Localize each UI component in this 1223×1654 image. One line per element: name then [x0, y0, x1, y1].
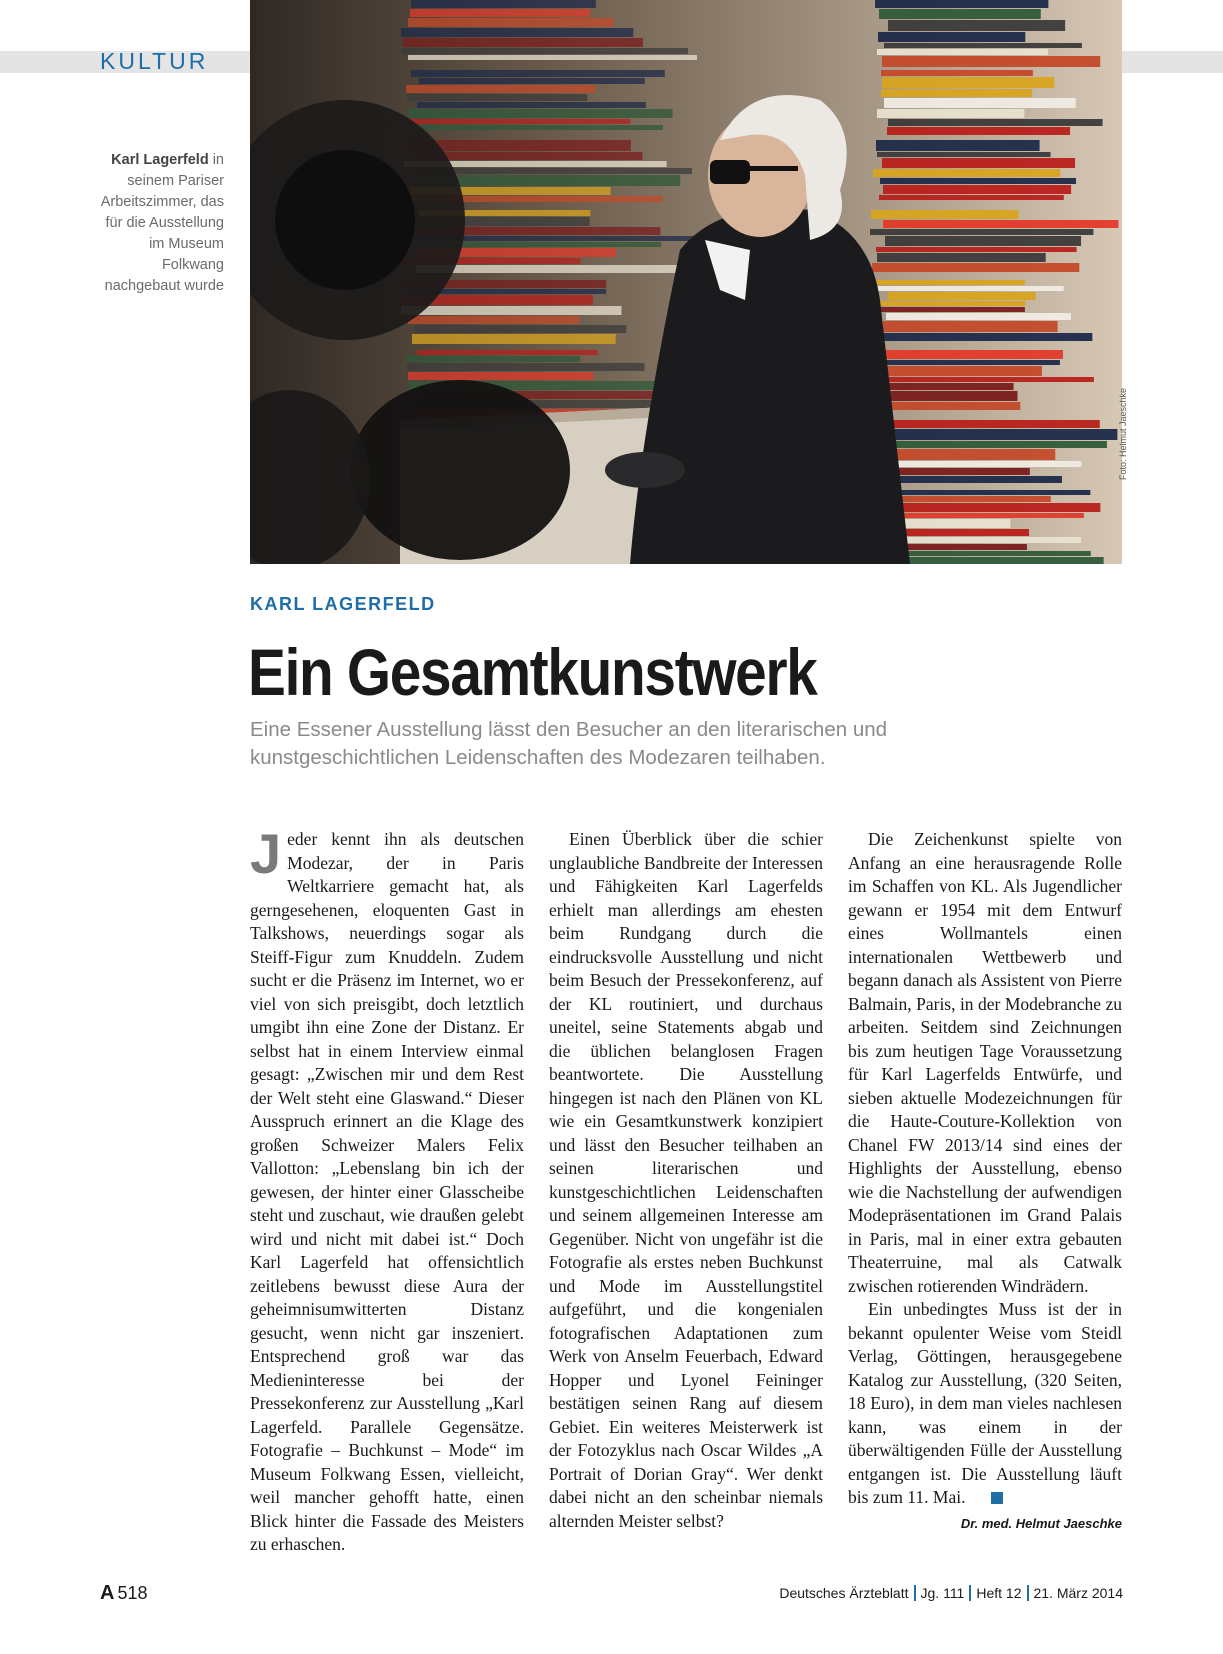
- section-bar-right: [1122, 51, 1223, 73]
- paragraph: Einen Überblick über die schier unglaubliche Bandbreite der Interessen und Fähigkeiten Karl Lagerfelds erhielt man allerdings am ehesten beim Rundgang durch die eindrucksvolle Ausstellung und nicht beim Besuch der Pressekonferenz, auf der KL routiniert, und durchaus uneitel, seine Statements abgab und die üblichen belanglosen Fragen beantwortete. Die Ausstellung hingegen ist nach den Plänen von KL wie ein Gesamtkunstwerk konzipiert und lässt den Besucher teilhaben an seinen literarischen und kunstgeschichtlichen Leidenschaften und seinem allgemeinen Interesse am Gegenüber. Nicht von ungefähr ist die Fotografie als erstes neben Buchkunst und Mode im Ausstellungstitel aufgeführt, und die kongenialen fotografischen Adaptationen zum Werk von Anselm Feuerbach, Edward Hopper und Lyonel Feininger bestätigen seinen Rang auf diesem Gebiet. Ein weiteres Meisterwerk ist der Fotozyklus nach Oscar Wildes „A Portrait of Dorian Gray“. Wer denkt dabei nicht an den scheinbar niemals alternden Meister selbst?: [549, 829, 823, 1531]
- book-spine: [888, 496, 1051, 502]
- book-spine: [871, 210, 1018, 219]
- book-spine: [883, 366, 1042, 376]
- article-column-1: [250, 822, 524, 1557]
- book-spine: [879, 195, 1064, 200]
- journal-issue: Heft 12: [976, 1585, 1022, 1601]
- book-spine: [872, 263, 1079, 272]
- journal-name: Deutsches Ärzteblatt: [779, 1585, 909, 1601]
- book-spine: [883, 321, 1058, 332]
- book-spine: [403, 38, 643, 47]
- book-spine: [884, 420, 1100, 428]
- book-spine: [881, 89, 1032, 97]
- book-spine: [877, 49, 1048, 55]
- book-spine: [406, 85, 596, 93]
- book-spine: [873, 169, 1060, 177]
- book-spine: [875, 383, 1014, 390]
- book-spine: [882, 56, 1100, 67]
- journal-volume: Jg. 111: [920, 1585, 965, 1601]
- book-spine: [881, 551, 1091, 556]
- article-photo: [250, 0, 1122, 564]
- paragraph: [848, 1298, 1122, 1510]
- book-spine: [408, 109, 673, 118]
- paragraph: Die Zeichenkunst spielte von Anfang an eine herausragende Rolle im Schaffen von KL. Als Jugendlicher gewann er 1954 mit dem Entwurf eines Wollmantels einen internationalen Wettbewerb und begann danach als Assistent von Pierre Balmain, Paris, in der Modebranche zu arbeiten. Seitdem sind Zeichnungen bis zum heutigen Tage Voraussetzung für Karl Lagerfelds Entwürfe, und sieben aktuelle Modezeichnungen für die Haute-Couture-Kollektion von Chanel FW 2013/14 sind eines der Highlights der Ausstellung, ebenso wie die Nachstellung der aufwendigen Modepräsentationen im Grand Palais in Paris, mal in einer extra gebauten Theaterruine, mal als Catwalk zwischen rotierenden Windrädern.: [848, 829, 1122, 1296]
- book-spine: [408, 372, 593, 380]
- book-spine: [401, 48, 688, 54]
- book-spine: [404, 119, 630, 124]
- book-spine: [882, 77, 1054, 88]
- book-spine: [876, 391, 1018, 401]
- book-spine: [406, 356, 580, 362]
- book-spine: [875, 286, 1064, 291]
- subtitle: Eine Essener Ausstellung lässt den Besucher an den literarischen und kunstgeschichtlichen Leidenschaften des Modezaren teilhaben.: [250, 718, 888, 769]
- separator: [914, 1585, 916, 1601]
- book-spine: [417, 102, 646, 108]
- book-spine: [877, 253, 1046, 262]
- end-mark-icon: [991, 1492, 1003, 1504]
- article-column-2: [549, 828, 823, 1533]
- book-spine: [408, 316, 580, 324]
- book-spine: [876, 247, 1077, 252]
- author: Dr. med. Helmut Jaeschke: [960, 1515, 1122, 1531]
- book-spine: [887, 127, 1070, 135]
- section-label: KULTUR: [100, 48, 209, 74]
- book-spine: [888, 292, 1036, 300]
- kicker: KARL LAGERFELD: [250, 594, 436, 614]
- book-spine: [878, 449, 1055, 460]
- book-spine: [874, 280, 1025, 285]
- book-spine: [882, 158, 1075, 168]
- journal-date: 21. März 2014: [1033, 1585, 1123, 1601]
- headline: Ein Gesamtkunstwerk: [248, 635, 817, 709]
- book-spine: [881, 537, 1081, 543]
- book-spine: [888, 119, 1103, 126]
- book-spine: [876, 307, 1025, 312]
- book-spine: [881, 70, 1033, 76]
- book-spine: [407, 94, 587, 101]
- book-spine: [880, 178, 1076, 184]
- book-spine: [889, 529, 1029, 536]
- caption-text: in seinem Pariser Arbeitszimmer, das für die Ausstellung im Museum Folkwang nachgebaut wurde: [100, 152, 224, 294]
- book-spine: [876, 140, 1040, 151]
- book-spine: [415, 168, 692, 174]
- book-spine: [886, 313, 1071, 320]
- caption-name: Karl Lagerfeld: [111, 152, 209, 168]
- book-spine: [883, 185, 1071, 194]
- page-prefix: A: [100, 1582, 115, 1604]
- book-spine: [401, 306, 622, 315]
- book-spine: [877, 503, 1100, 512]
- book-spine: [879, 9, 1041, 19]
- book-spine: [885, 461, 1081, 467]
- book-spine: [407, 363, 644, 371]
- book-spine: [401, 28, 633, 37]
- book-spine: [417, 350, 598, 355]
- photo-caption: [92, 150, 224, 297]
- article-column-3: [848, 828, 1122, 1535]
- book-spine: [875, 0, 1048, 8]
- book-spine: [412, 334, 616, 344]
- drop-cap: J: [250, 822, 282, 885]
- book-spine: [878, 350, 1063, 359]
- book-spine: [870, 229, 1093, 235]
- book-spine: [879, 360, 1060, 365]
- book-spine: [876, 557, 1104, 564]
- book-spine: [410, 9, 590, 17]
- journal-info: [779, 1585, 1123, 1601]
- page-number-value: 518: [117, 1583, 148, 1603]
- book-spine: [875, 333, 1092, 341]
- paragraph-text: eder kennt ihn als deutschen Modezar, der in Paris Weltkarriere gemacht hat, als gerngesehenen, eloquenten Gast in Talkshows, neuerdings sogar als Steiff-Figur zum Knuddeln. Zudem sucht er die Präsenz im Internet, wo er viel von sich preisgibt, doch letztlich umgibt ihn eine Zone der Distanz. Er selbst hat in einem Interview einmal gesagt: „Zwischen mir und dem Rest der Welt steht eine Glaswand.“ Dieser Ausspruch erinnert an die Klage des großen Schweizer Malers Felix Vallotton: „Lebenslang bin ich der gewesen, der hinter einer Glasscheibe steht und zuschaut, wie draußen gelebt wird und nicht mit dabei ist.“ Doch Karl Lagerfeld hat offensichtlich zeitlebens bewusst diese Aura der geheimnisumwitterten Distanz gesucht, wenn nicht gar inszeniert. Entsprechend groß war das Medieninteresse bei der Pressekonferenz zur Ausstellung „Karl Lagerfeld. Parallele Gegensätze. Fotografie – Buchkunst – Mode“ im Museum Folkwang Essen, vielleicht, weil mancher gehofft hatte, einen Blick hinter die Fassade des Meisters zu erhaschen.: [250, 829, 524, 1554]
- book-spine: [408, 18, 614, 27]
- book-spine: [877, 441, 1107, 448]
- book-spine: [878, 32, 1025, 42]
- paragraph: [250, 822, 524, 1557]
- book-spine: [889, 490, 1090, 495]
- page-number: [100, 1582, 148, 1605]
- book-spine: [419, 78, 645, 84]
- book-spine: [883, 220, 1118, 228]
- book-spine: [414, 325, 626, 333]
- book-spine: [885, 236, 1081, 246]
- book-spine: [888, 20, 1065, 31]
- book-spine: [408, 55, 697, 60]
- book-spine: [411, 70, 665, 77]
- book-spine: [877, 109, 1024, 118]
- separator: [969, 1585, 971, 1601]
- book-spine: [880, 402, 1020, 410]
- book-spine: [884, 98, 1076, 108]
- paragraph-text: Ein unbedingtes Muss ist der in bekannt opulenter Weise vom Steidl Verlag, Göttingen, herausgegebene Katalog zur Ausstellung, (320 Seiten, 18 Euro), in dem man vieles nachlesen kann, was einem in der überwältigenden Fülle der Ausstellung entgangen ist. Die Ausstellung läuft bis zum 11. Mai.: [848, 1299, 1122, 1507]
- book-spine: [877, 152, 1051, 157]
- photo-credit: Foto: Helmut Jaeschke: [1118, 387, 1128, 480]
- book-spine: [872, 301, 1025, 306]
- book-spine: [884, 43, 1082, 48]
- book-spine: [416, 152, 642, 160]
- book-spine: [879, 377, 1094, 382]
- separator: [1027, 1585, 1029, 1601]
- book-spine: [416, 265, 691, 273]
- book-spine: [885, 429, 1117, 440]
- book-spine: [882, 468, 1030, 475]
- book-spine: [411, 0, 596, 8]
- book-spine: [408, 125, 663, 130]
